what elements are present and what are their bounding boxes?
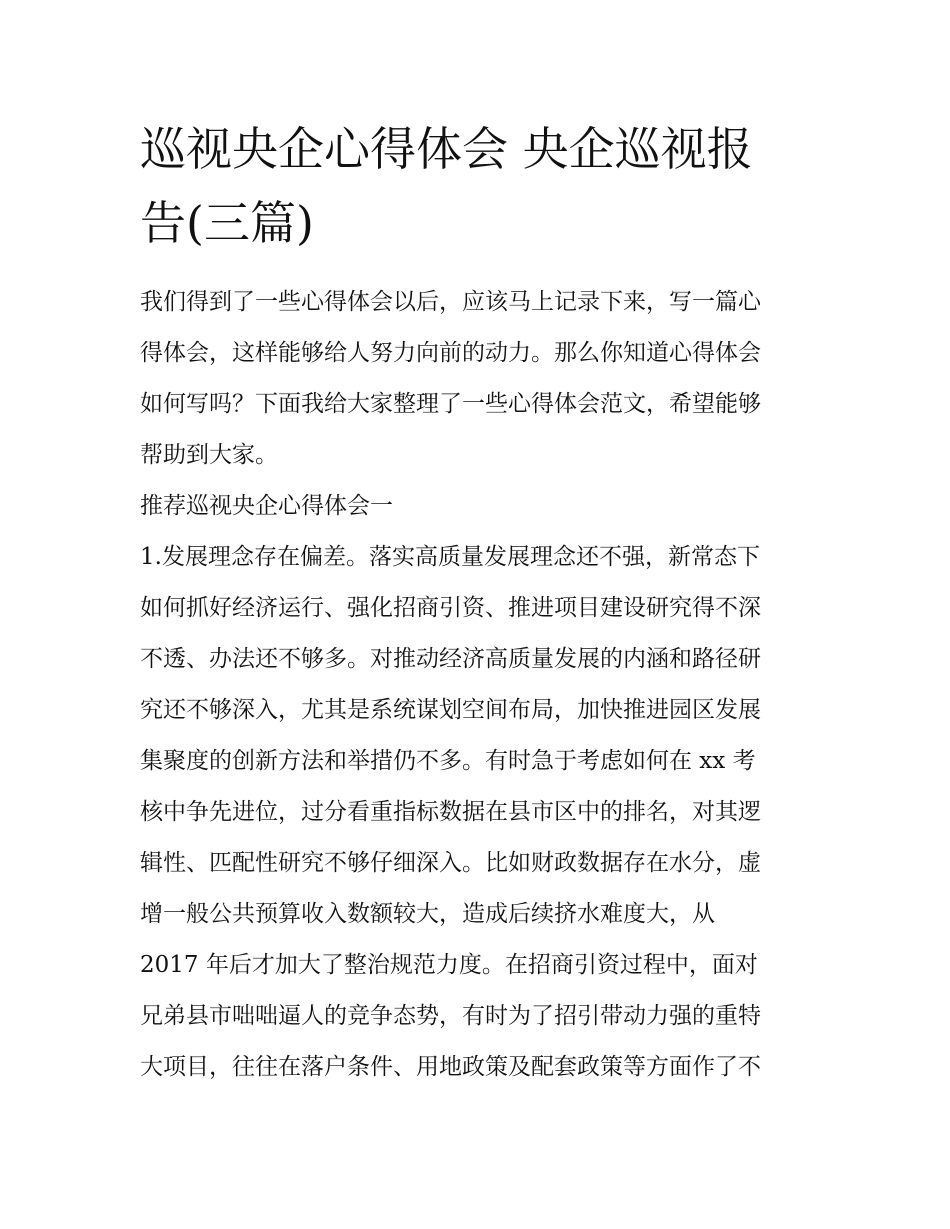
body-paragraph-line: 增一般公共预算收入数额较大，造成后续挤水难度大，从 xyxy=(140,901,715,927)
body-paragraph-line: 不透、办法还不够多。对推动经济高质量发展的内涵和路径研 xyxy=(140,646,761,672)
intro-paragraph-line: 帮助到大家。 xyxy=(140,442,278,468)
document-body xyxy=(140,277,820,1093)
body-paragraph-line: 核中争先进位，过分看重指标数据在县市区中的排名，对其逻 xyxy=(140,799,761,825)
document-title xyxy=(140,112,820,260)
body-paragraph-line: 2017 年后才加大了整治规范力度。在招商引资过程中，面对 xyxy=(140,952,758,978)
intro-paragraph-line: 得体会，这样能够给人努力向前的动力。那么你知道心得体会 xyxy=(140,340,761,366)
body-paragraph-line: 集聚度的创新方法和举措仍不多。有时急于考虑如何在 xx 考 xyxy=(140,748,756,774)
body-paragraph-line: 1.发展理念存在偏差。落实高质量发展理念还不强，新常态下 xyxy=(140,544,760,570)
body-paragraph-line: 辑性、匹配性研究不够仔细深入。比如财政数据存在水分，虚 xyxy=(140,850,761,876)
body-paragraph-line: 如何抓好经济运行、强化招商引资、推进项目建设研究得不深 xyxy=(140,595,761,621)
intro-paragraph-line: 如何写吗？下面我给大家整理了一些心得体会范文，希望能够 xyxy=(140,391,761,417)
title-line: 告(三篇) xyxy=(140,196,314,250)
body-paragraph-line: 大项目，往往在落户条件、用地政策及配套政策等方面作了不 xyxy=(140,1054,761,1080)
title-line: 巡视央企心得体会 央企巡视报 xyxy=(140,122,753,176)
body-paragraph-line: 兄弟县市咄咄逼人的竞争态势，有时为了招引带动力强的重特 xyxy=(140,1003,761,1029)
intro-paragraph-line: 我们得到了一些心得体会以后，应该马上记录下来，写一篇心 xyxy=(140,289,761,315)
section-heading: 推荐巡视央企心得体会一 xyxy=(140,493,393,519)
body-paragraph-line: 究还不够深入，尤其是系统谋划空间布局，加快推进园区发展 xyxy=(140,697,761,723)
